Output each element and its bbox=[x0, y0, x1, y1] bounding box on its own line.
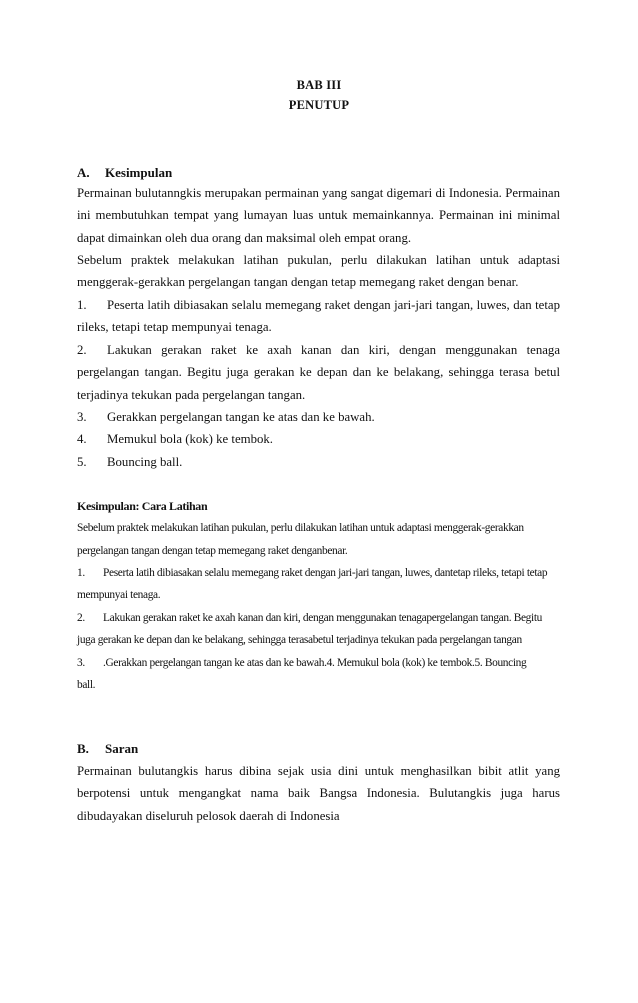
list-item-text: Memukul bola (kok) ke tembok. bbox=[107, 432, 273, 446]
summary-line: ball. bbox=[77, 679, 96, 691]
conclusion-paragraph-2: Sebelum praktek melakukan latihan pukulan, perlu dilakukan latihan untuk adaptasi menggerak-gerakkan pergelangan tangan dengan tetap memegang raket dengan benar. bbox=[77, 253, 560, 290]
summary-item bbox=[77, 607, 567, 629]
summary-item-text: Lakukan gerakan raket ke axah kanan dan kiri, dengan menggunakan tenagapergelangan tangan. Begitu bbox=[103, 612, 542, 624]
list-item bbox=[77, 451, 560, 473]
conclusion-paragraph-1: Permainan bulutanngkis merupakan permainan yang sangat digemari di Indonesia. Permainan ini membutuhkan tempat yang lumayan luas untuk memainkannya. Permainan ini minimal dapat dimainkan oleh dua orang dan maksimal oleh empat orang. bbox=[77, 186, 560, 245]
summary-line: pergelangan tangan dengan tetap memegang raket denganbenar. bbox=[77, 545, 348, 557]
list-item-number: 2. bbox=[77, 343, 87, 357]
summary-item-number: 2. bbox=[77, 612, 85, 624]
summary-item-text: .Gerakkan pergelangan tangan ke atas dan ke bawah.4. Memukul bola (kok) ke tembok.5. Bouncing bbox=[103, 657, 527, 669]
list-item-text: Peserta latih dibiasakan selalu memegang raket dengan jari-jari tangan, luwes, dan tetap rileks, tetapi tetap mempunyai tenaga. bbox=[77, 298, 560, 335]
summary-item-number: 1. bbox=[77, 567, 85, 579]
section-b-title: Saran bbox=[105, 741, 139, 756]
section-a-letter: A. bbox=[77, 165, 90, 180]
section-a-heading bbox=[77, 165, 172, 181]
list-item bbox=[77, 294, 560, 339]
list-item-text: Bouncing ball. bbox=[107, 455, 183, 469]
summary-item bbox=[77, 652, 567, 674]
summary-line: juga gerakan ke depan dan ke belakang, sehingga terasabetul terjadinya tekukan pada pergelangan tangan bbox=[77, 634, 522, 646]
chapter-label: BAB III bbox=[296, 78, 342, 92]
section-b-heading bbox=[77, 741, 138, 757]
section-a-title: Kesimpulan bbox=[105, 165, 173, 180]
summary-heading: Kesimpulan: Cara Latihan bbox=[77, 499, 208, 513]
summary-item-number: 3. bbox=[77, 657, 85, 669]
suggestion-paragraph: Permainan bulutangkis harus dibina sejak usia dini untuk menghasilkan bibit atlit yang berpotensi untuk mengangkat nama baik Bangsa Indonesia. Bulutangkis juga harus dibudayakan diseluruh pelosok daerah di Indonesia bbox=[77, 764, 560, 823]
chapter-title: PENUTUP bbox=[288, 98, 350, 112]
section-b-letter: B. bbox=[77, 741, 89, 756]
list-item-number: 4. bbox=[77, 432, 87, 446]
list-item-number: 3. bbox=[77, 410, 87, 424]
list-item-number: 1. bbox=[77, 298, 87, 312]
summary-item bbox=[77, 562, 567, 584]
list-item-text: Lakukan gerakan raket ke axah kanan dan kiri, dengan menggunakan tenaga pergelangan tangan. Begitu juga gerakan ke depan dan ke belakang, sehingga terasa betul terjadinya tekukan pada pergelangan tangan. bbox=[77, 343, 560, 402]
list-item bbox=[77, 428, 560, 450]
summary-line: Sebelum praktek melakukan latihan pukulan, perlu dilakukan latihan untuk adaptasi menggerak-gerakkan bbox=[77, 522, 524, 534]
list-item bbox=[77, 339, 560, 406]
summary-line: mempunyai tenaga. bbox=[77, 589, 161, 601]
list-item-text: Gerakkan pergelangan tangan ke atas dan ke bawah. bbox=[107, 410, 375, 424]
list-item-number: 5. bbox=[77, 455, 87, 469]
summary-item-text: Peserta latih dibiasakan selalu memegang raket dengan jari-jari tangan, luwes, dantetap rileks, tetapi tetap bbox=[103, 567, 548, 579]
list-item bbox=[77, 406, 560, 428]
